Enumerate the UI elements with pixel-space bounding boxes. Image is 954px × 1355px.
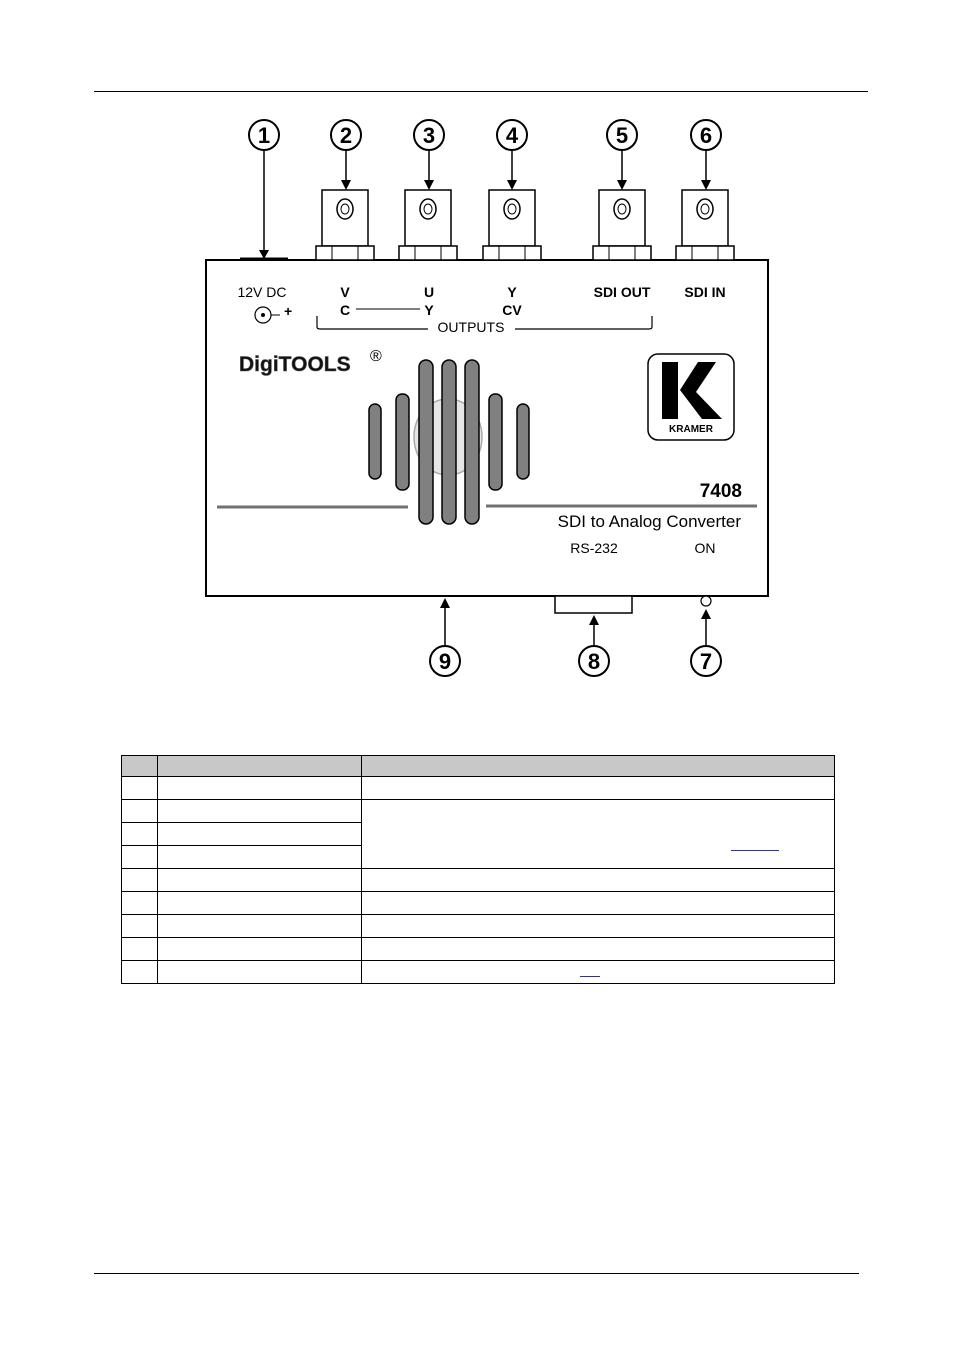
svg-text:6: 6 xyxy=(699,123,713,148)
last-function-cell xyxy=(362,961,835,984)
svg-text:4: 4 xyxy=(505,123,519,148)
connector-sdi-in xyxy=(676,190,734,260)
cross-reference-link[interactable] xyxy=(731,838,779,851)
rs232-port xyxy=(555,596,632,613)
label-y-top: Y xyxy=(507,284,517,300)
callout-2 xyxy=(331,120,361,190)
power-label: 12V DC xyxy=(237,284,287,300)
callout-6 xyxy=(691,120,721,190)
callout-5 xyxy=(607,120,637,190)
product-name: SDI to Analog Converter xyxy=(557,512,741,531)
svg-text:1: 1 xyxy=(257,123,271,148)
callout-7 xyxy=(691,609,721,676)
label-u: U xyxy=(423,284,435,300)
connector-sdi-out xyxy=(593,190,651,260)
callout-8 xyxy=(579,615,609,676)
svg-text:2: 2 xyxy=(339,123,353,148)
page-reference-link[interactable] xyxy=(580,964,600,977)
callout-1 xyxy=(249,120,279,259)
connector-c-v xyxy=(316,190,374,260)
header-cell-function xyxy=(362,756,835,777)
on-label: ON xyxy=(694,540,716,556)
connector-y-u xyxy=(399,190,457,260)
power-plus: + xyxy=(284,303,293,319)
footer-rule xyxy=(94,1273,859,1274)
label-y: Y xyxy=(424,302,434,318)
merged-function-cell xyxy=(362,800,835,869)
label-sdi-out: SDI OUT xyxy=(593,284,651,300)
connector-cv-y xyxy=(483,190,541,260)
svg-text:5: 5 xyxy=(615,123,629,148)
rs232-label: RS-232 xyxy=(570,540,618,556)
header-cell-number xyxy=(122,756,158,777)
label-sdi-in: SDI IN xyxy=(684,284,726,300)
svg-text:9: 9 xyxy=(438,649,452,674)
label-cv: CV xyxy=(502,302,522,318)
svg-text:8: 8 xyxy=(587,649,601,674)
table-row xyxy=(122,892,835,915)
callout-9 xyxy=(430,598,460,676)
on-led xyxy=(701,596,711,606)
svg-text:7: 7 xyxy=(699,649,713,674)
header-cell-feature xyxy=(158,756,362,777)
table-header-row xyxy=(122,756,835,777)
table-row xyxy=(122,915,835,938)
model-number: 7408 xyxy=(699,481,742,502)
label-c: C xyxy=(339,302,351,318)
kramer-logo xyxy=(648,354,734,440)
feature-table xyxy=(121,755,835,984)
table-row xyxy=(122,961,835,984)
table-row xyxy=(122,938,835,961)
outputs-label: OUTPUTS xyxy=(437,319,505,335)
digitools-brand: DigiTOOLS xyxy=(239,353,351,376)
svg-text:3: 3 xyxy=(422,123,436,148)
table-row xyxy=(122,800,835,823)
registered-mark: ® xyxy=(370,348,382,365)
table-row xyxy=(122,869,835,892)
svg-text:KRAMER: KRAMER xyxy=(669,424,713,435)
table-row xyxy=(122,777,835,800)
callout-4 xyxy=(497,120,527,190)
label-v: V xyxy=(340,284,350,300)
callout-3 xyxy=(414,120,444,190)
